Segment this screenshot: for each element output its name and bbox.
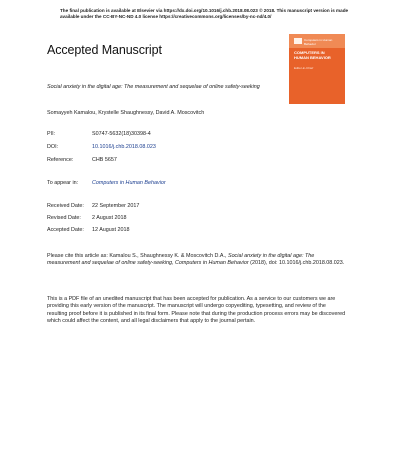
citation-prefix: Please cite this article as: Kamalou S., Shaughnessy K. & Moscovitch D.A., (47, 253, 228, 259)
publisher-logo-icon (294, 38, 302, 44)
meta-value-pii: S0747-5632(18)30398-4 (92, 131, 151, 137)
page-title: Accepted Manuscript (47, 43, 162, 57)
meta-label-accepted: Accepted Date: (47, 227, 84, 233)
publication-note: The final publication is available at Elsevier via https://dx.doi.org/10.1016/j.chb.2018.08.023 © 2018. This manuscript version is made available under the CC-BY-NC-ND 4.0 license https://creativecommons.org/licenses/by-nc-nd/4.0/ (60, 8, 349, 20)
meta-label-appear-in: To appear in: (47, 180, 79, 186)
citation-mid: , (171, 260, 175, 267)
meta-label-reference: Reference: (47, 157, 74, 163)
meta-label-revised: Revised Date: (47, 215, 81, 221)
citation-journal: Computers in Human Behavior (174, 260, 249, 267)
citation-paragraph (47, 253, 347, 268)
meta-label-pii: PII: (47, 131, 56, 137)
cover-subtitle: Editor-in-Chief (294, 66, 314, 70)
cover-title: COMPUTERS IN HUMAN BEHAVIOR (294, 50, 331, 60)
doi-link[interactable]: 10.1016/j.chb.2018.08.023 (92, 144, 156, 150)
meta-label-doi: DOI: (47, 144, 59, 150)
article-title: Social anxiety in the digital age: The measurement and sequelae of online safety-seeking (47, 84, 260, 90)
meta-value-accepted: 12 August 2018 (92, 227, 130, 233)
journal-link[interactable]: Computers in Human Behavior (92, 180, 166, 186)
cover-journal-name: Computers in Human Behavior (304, 38, 333, 46)
meta-value-revised: 2 August 2018 (92, 215, 127, 221)
meta-label-received: Received Date: (47, 203, 84, 209)
meta-value-reference: CHB 5657 (92, 157, 117, 163)
citation-suffix: (2018), doi: 10.1016/j.chb.2018.08.023. (248, 260, 345, 267)
article-authors: Somayyeh Kamalou, Krystelle Shaughnessy, David A. Moscovitch (47, 110, 205, 116)
manuscript-notice: This is a PDF file of an unedited manuscript that has been accepted for publication. As a service to our customers we are providing this early version of the manuscript. The manuscript will undergo copyediting, typesetting, and review of the resulting proof before it is published in its final form. Please note that during the production process errors may be discovered which could affect the content, and all legal disclaimers that apply to the journal pertain. (47, 296, 346, 325)
journal-cover-image (289, 34, 345, 104)
meta-value-received: 22 September 2017 (92, 203, 140, 209)
citation-title: Social anxiety in the digital age: The measurement and sequelae of online safety-seeking (47, 253, 315, 267)
